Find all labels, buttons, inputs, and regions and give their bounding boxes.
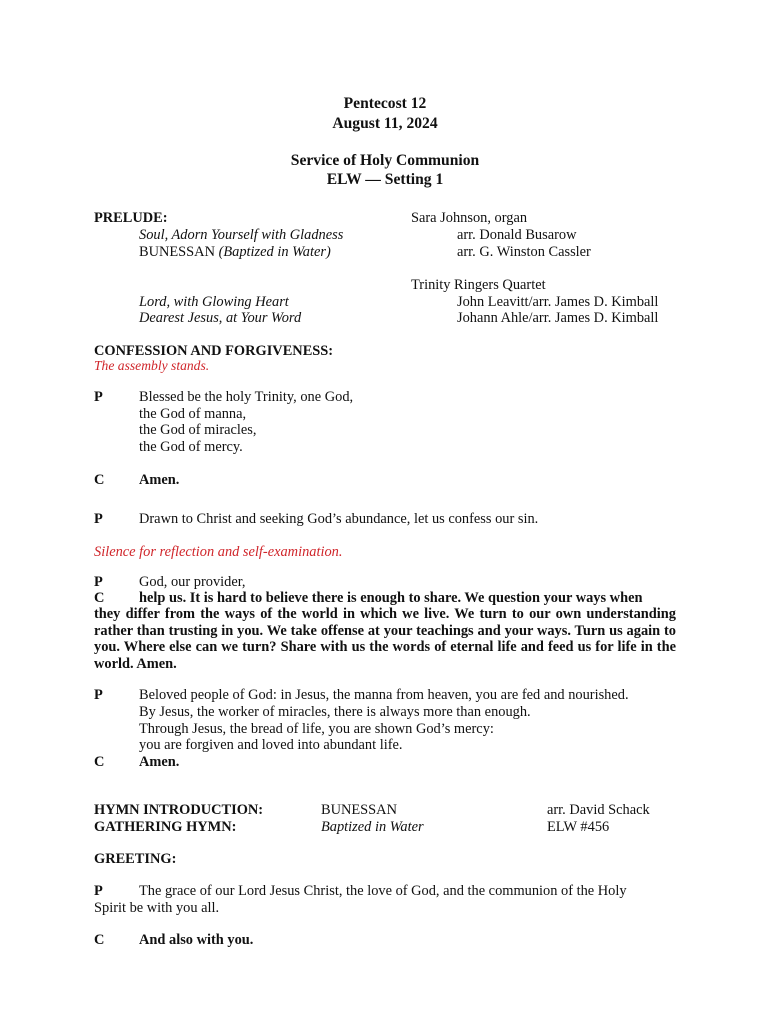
hymn-arranger: arr. David Schack: [547, 802, 650, 818]
speaker-p-label: P: [94, 687, 103, 703]
p1-line: the God of mercy.: [139, 439, 243, 455]
speaker-p-label: P: [94, 511, 103, 527]
hymn-tune: BUNESSAN: [321, 802, 397, 818]
p3-line: God, our provider,: [139, 574, 246, 590]
confession-prayer-first-line: help us. It is hard to believe there is enough to share. We question your ways when: [139, 590, 643, 606]
silence-rubric: Silence for reflection and self-examination.: [94, 544, 343, 560]
p4-line: Beloved people of God: in Jesus, the manna from heaven, you are fed and nourished.: [139, 687, 629, 703]
page-title-line-2: August 11, 2024: [332, 115, 438, 132]
speaker-c-label: C: [94, 932, 105, 948]
confession-prayer-body: they differ from the ways of the world in which we live. We turn to our own understanding rather than trusting in you. We take offense at your teachings and your ways. Turn us again to you. Where else can we turn? Share with us the words of eternal life and feed us for life in the world. Amen.: [94, 606, 676, 672]
prelude-piece-2: [139, 244, 331, 261]
speaker-p-label: P: [94, 883, 103, 899]
hymn-title: Baptized in Water: [321, 819, 424, 835]
speaker-c-label: C: [94, 754, 105, 770]
confession-heading: CONFESSION AND FORGIVENESS:: [94, 343, 334, 359]
prelude-arranger-3: John Leavitt/arr. James D. Kimball: [457, 294, 659, 310]
speaker-p-label: P: [94, 389, 103, 405]
speaker-c-label: C: [94, 472, 105, 488]
service-setting: ELW — Setting 1: [326, 171, 444, 188]
service-title: Service of Holy Communion: [290, 152, 480, 169]
prelude-performer-2: Trinity Ringers Quartet: [411, 277, 546, 293]
prelude-heading: PRELUDE:: [94, 210, 168, 226]
p4-line: you are forgiven and loved into abundant life.: [139, 737, 403, 753]
prelude-piece-2-tune: BUNESSAN: [139, 244, 215, 260]
prelude-piece-4: Dearest Jesus, at Your Word: [139, 310, 302, 326]
p2-line: Drawn to Christ and seeking God’s abundance, let us confess our sin.: [139, 511, 539, 527]
c1-response: Amen.: [139, 472, 180, 488]
speaker-p-label: P: [94, 574, 103, 590]
c3-response: Amen.: [139, 754, 180, 770]
prelude-arranger-1: arr. Donald Busarow: [457, 227, 577, 243]
p1-line: Blessed be the holy Trinity, one God,: [139, 389, 354, 405]
prelude-arranger-4: Johann Ahle/arr. James D. Kimball: [457, 310, 659, 326]
gathering-hymn-label: GATHERING HYMN:: [94, 819, 237, 835]
greeting-heading: GREETING:: [94, 851, 177, 867]
hymn-number: ELW #456: [547, 819, 610, 835]
greeting-p-line-2: Spirit be with you all.: [94, 900, 220, 916]
prelude-performer-1: Sara Johnson, organ: [411, 210, 528, 226]
prelude-piece-3: Lord, with Glowing Heart: [139, 294, 289, 310]
prelude-piece-2-subtitle: (Baptized in Water): [218, 244, 331, 260]
greeting-c-response: And also with you.: [139, 932, 254, 948]
assembly-stands-rubric: The assembly stands.: [94, 358, 210, 373]
p4-line: Through Jesus, the bread of life, you are shown God’s mercy:: [139, 721, 494, 737]
page-title-line-1: Pentecost 12: [343, 95, 427, 112]
speaker-c-label: C: [94, 590, 105, 606]
p4-line: By Jesus, the worker of miracles, there is always more than enough.: [139, 704, 531, 720]
prelude-arranger-2: arr. G. Winston Cassler: [457, 244, 591, 260]
prelude-piece-1: Soul, Adorn Yourself with Gladness: [139, 227, 344, 243]
p1-line: the God of manna,: [139, 406, 247, 422]
p1-line: the God of miracles,: [139, 422, 257, 438]
hymn-introduction-label: HYMN INTRODUCTION:: [94, 802, 264, 818]
greeting-p-line-1: The grace of our Lord Jesus Christ, the love of God, and the communion of the Holy: [139, 883, 627, 899]
